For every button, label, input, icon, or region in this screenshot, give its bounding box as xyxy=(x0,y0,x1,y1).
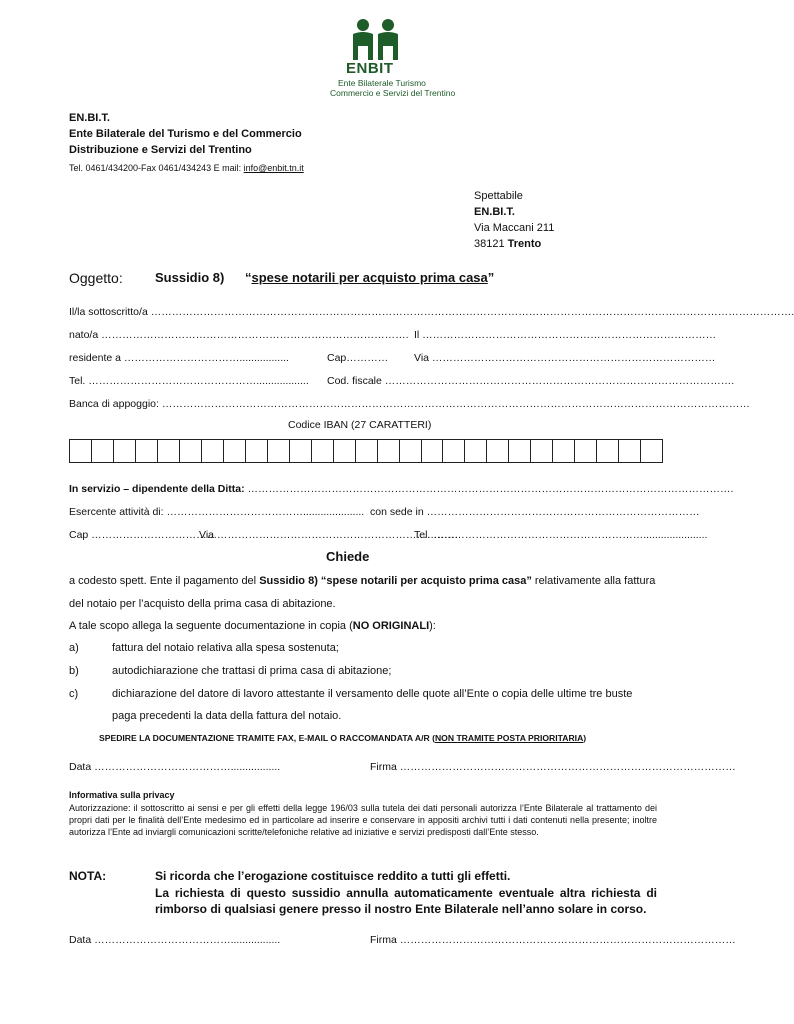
iban-cell[interactable] xyxy=(465,440,487,462)
recipient-zip: 38121 xyxy=(474,238,508,250)
iban-cell[interactable] xyxy=(70,440,92,462)
ditta-dots: …………………………………………………………………………………………………………………………. xyxy=(244,483,734,495)
list-item-mark: a) xyxy=(69,642,79,654)
subject-close-quote: ” xyxy=(487,270,495,285)
iban-cell[interactable] xyxy=(641,440,662,462)
sender-name-2: Distribuzione e Servizi del Trentino xyxy=(69,144,252,156)
subject-title-text: spese notarili per acquisto prima casa xyxy=(251,270,488,285)
recipient-street: Via Maccani 211 xyxy=(474,222,555,234)
date-field[interactable]: Data …………………………………................. xyxy=(69,934,281,946)
list-item-mark: b) xyxy=(69,665,79,677)
iban-cell[interactable] xyxy=(443,440,465,462)
list-item-text: dichiarazione del datore di lavoro attestante il versamento delle quote all’Ente o copia delle ultime tre buste xyxy=(112,688,633,700)
iban-cell[interactable] xyxy=(356,440,378,462)
field-tel[interactable]: Tel. ………………………………………….................. xyxy=(69,375,309,387)
iban-cell[interactable] xyxy=(92,440,114,462)
list-item-mark: c) xyxy=(69,688,79,700)
iban-cell[interactable] xyxy=(378,440,400,462)
iban-cell[interactable] xyxy=(290,440,312,462)
logo-line-1: Ente Bilaterale Turismo xyxy=(338,78,426,88)
field-via-ditta[interactable]: Via …………………………………………………………… xyxy=(199,529,459,541)
request-paragraph-3 xyxy=(69,620,436,632)
iban-cell[interactable] xyxy=(531,440,553,462)
signature-field[interactable]: Firma …………………………………………………………………………………… xyxy=(370,934,736,946)
enbit-logo xyxy=(330,18,456,98)
iban-cell[interactable] xyxy=(158,440,180,462)
logo-brand: ENBIT xyxy=(346,60,394,77)
list-item-continuation: paga precedenti la data della fattura del notaio. xyxy=(112,710,342,722)
recipient-city-line xyxy=(474,238,541,250)
field-sede[interactable]: con sede in …………………………………………………………………… xyxy=(370,506,700,518)
nota-line-1: Si ricorda che l’erogazione costituisce reddito a tutti gli effetti. xyxy=(155,869,511,883)
request-p3-a: A tale scopo allega la seguente documentazione in copia ( xyxy=(69,620,353,632)
iban-input-grid[interactable] xyxy=(69,439,663,463)
signature-field[interactable]: Firma …………………………………………………………………………………… xyxy=(370,761,736,773)
sender-email-link[interactable]: info@enbit.tn.it xyxy=(243,163,304,173)
sender-name-1: Ente Bilaterale del Turismo e del Commercio xyxy=(69,128,302,140)
recipient-city: Trento xyxy=(507,238,542,250)
request-heading: Chiede xyxy=(326,549,370,564)
subject-title xyxy=(245,270,494,285)
recipient-name: EN.BI.T. xyxy=(474,206,515,218)
iban-cell[interactable] xyxy=(202,440,224,462)
request-p3-b: NO ORIGINALI xyxy=(352,620,430,632)
subject-open-quote: “ xyxy=(245,270,252,285)
iban-cell[interactable] xyxy=(509,440,531,462)
sender-contacts xyxy=(69,163,304,173)
date-field[interactable]: Data …………………………………................. xyxy=(69,761,281,773)
request-paragraph-2: del notaio per l’acquisto della prima casa di abitazione. xyxy=(69,598,336,610)
iban-cell[interactable] xyxy=(136,440,158,462)
send-instructions-a: SPEDIRE LA DOCUMENTAZIONE TRAMITE FAX, E-MAIL O RACCOMANDATA A/R ( xyxy=(99,733,435,743)
field-esercente[interactable]: Esercente attività di: …………………………………..................... xyxy=(69,506,365,518)
field-sottoscritto[interactable]: Il/la sottoscritto/a …………………………………………………………………………………………………………………………………………………………………. xyxy=(69,306,794,318)
nota-line-2: La richiesta di questo sussidio annulla automaticamente eventuale altra richiesta di rimborso di qualsiasi genere presso il nostro Ente Bilaterale nell’anno solare in corso. xyxy=(155,886,657,916)
subject-label: Oggetto: xyxy=(69,270,123,286)
request-p1-b: Sussidio 8) “spese notarili per acquisto prima casa” xyxy=(259,575,532,587)
request-p3-c: ): xyxy=(429,620,436,632)
subject-number: Sussidio 8) xyxy=(155,270,225,285)
iban-cell[interactable] xyxy=(312,440,334,462)
iban-cell[interactable] xyxy=(575,440,597,462)
iban-cell[interactable] xyxy=(268,440,290,462)
list-item-text: autodichiarazione che trattasi di prima casa di abitazione; xyxy=(112,665,392,677)
field-via[interactable]: Via ……………………………………………………………………… xyxy=(414,352,716,364)
iban-cell[interactable] xyxy=(180,440,202,462)
field-cap-ditta[interactable]: Cap ……………………………… xyxy=(69,529,218,541)
iban-cell[interactable] xyxy=(619,440,641,462)
iban-cell[interactable] xyxy=(114,440,136,462)
ditta-label: In servizio – dipendente della Ditta: xyxy=(69,483,245,495)
iban-cell[interactable] xyxy=(246,440,268,462)
recipient-salutation: Spettabile xyxy=(474,190,523,202)
logo-line-2: Commercio e Servizi del Trentino xyxy=(330,88,456,98)
field-banca[interactable]: Banca di appoggio: …………………………………………………………………………………………………………………………………………………… xyxy=(69,398,750,410)
iban-cell[interactable] xyxy=(597,440,619,462)
field-codice-fiscale[interactable]: Cod. fiscale ………………………………………………………………………………………. xyxy=(327,375,735,387)
iban-cell[interactable] xyxy=(400,440,422,462)
privacy-title: Informativa sulla privacy xyxy=(69,790,175,800)
request-p1-c: relativamente alla fattura xyxy=(531,575,656,587)
iban-cell[interactable] xyxy=(487,440,509,462)
field-ditta[interactable] xyxy=(69,483,734,495)
iban-label: Codice IBAN (27 CARATTERI) xyxy=(288,419,432,431)
iban-cell[interactable] xyxy=(334,440,356,462)
iban-cell[interactable] xyxy=(422,440,444,462)
iban-cell[interactable] xyxy=(224,440,246,462)
send-instructions-b: NON TRAMITE POSTA PRIORITARIA xyxy=(434,733,584,743)
iban-cell[interactable] xyxy=(553,440,575,462)
list-item-text: fattura del notaio relativa alla spesa sostenuta; xyxy=(112,642,339,654)
nota-label: NOTA: xyxy=(69,869,107,883)
people-logo-icon xyxy=(346,18,406,60)
privacy-text: Autorizzazione: il sottoscritto ai sensi e per gli effetti della legge 196/03 sulla tutela dei dati personali autorizza l’Ente Bilaterale al trattamento dei propri dati per le finalità dell’Ente medesimo ed in particolare ad inserire e conservare in appositi archivi tutti i dati contenuti nella presente; inoltre autorizza l’Ente ad inviargli comunicazioni scritte/telefoniche relative ad iniziative e servizi predisposti dall’Ente stesso. xyxy=(69,803,657,837)
request-paragraph-1 xyxy=(69,575,655,587)
send-instructions-c: ) xyxy=(583,733,587,743)
request-p1-a: a codesto spett. Ente il pagamento del xyxy=(69,575,260,587)
field-cap[interactable]: Cap………… xyxy=(327,352,389,364)
sender-short: EN.BI.T. xyxy=(69,112,110,124)
field-tel-ditta[interactable]: Tel. ……………………………………………………...................... xyxy=(414,529,708,541)
field-data-nascita[interactable]: Il ………………………………………………………………………… xyxy=(414,329,717,341)
field-nato[interactable]: nato/a ……………………………………………………………………………. xyxy=(69,329,409,341)
field-residente[interactable]: residente a ……………………………................. xyxy=(69,352,289,364)
send-instructions xyxy=(99,733,586,743)
sender-contacts-prefix: Tel. 0461/434200-Fax 0461/434243 E mail: xyxy=(69,163,244,173)
